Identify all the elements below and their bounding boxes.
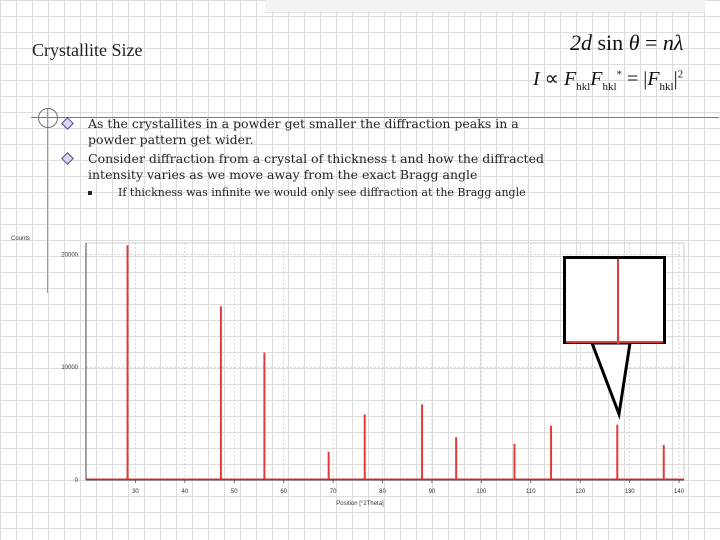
x-tick-label: 50 (230, 489, 238, 495)
x-tick-label: 110 (526, 489, 536, 495)
x-tick-label: 30 (132, 489, 139, 495)
bragg-equation: 2d sin θ = nλ (570, 30, 684, 55)
y-axis-label: Counts (11, 236, 31, 242)
slide-title: Crystallite Size (32, 40, 143, 60)
x-tick-label: 130 (624, 489, 635, 495)
x-tick-label: 90 (428, 489, 436, 495)
zoom-inset (563, 256, 666, 344)
sub-bullet-text: If thickness was infinite we would only see diffraction at the Bragg angle (118, 186, 526, 199)
x-tick-label: 120 (575, 489, 586, 495)
intensity-equation: $I \propto F_{hkl}F_{hkl}^* = |F_{hkl}|^2$ (533, 68, 684, 93)
y-tick-label: 20000 (61, 252, 78, 259)
x-tick-label: 40 (181, 489, 189, 495)
x-tick-label: 100 (476, 489, 487, 495)
x-tick-label: 70 (329, 489, 337, 495)
y-tick-label: 0 (74, 478, 78, 484)
y-tick-label: 10000 (61, 365, 78, 372)
zoom-baseline (566, 341, 663, 343)
x-tick-label: 60 (280, 489, 288, 495)
zoom-peak-line (617, 259, 619, 344)
x-tick-label: 140 (674, 489, 685, 495)
x-tick-label: 80 (379, 489, 386, 495)
bullet-text: As the crystallites in a powder get smaller the diffraction peaks in a powder pattern get wider. (88, 116, 519, 147)
x-axis-label: Position [°2Theta] (336, 501, 384, 507)
bullet-text: Consider diffraction from a crystal of thickness t and how the diffracted intensity varies as we move away from the exact Bragg angle (88, 151, 544, 182)
